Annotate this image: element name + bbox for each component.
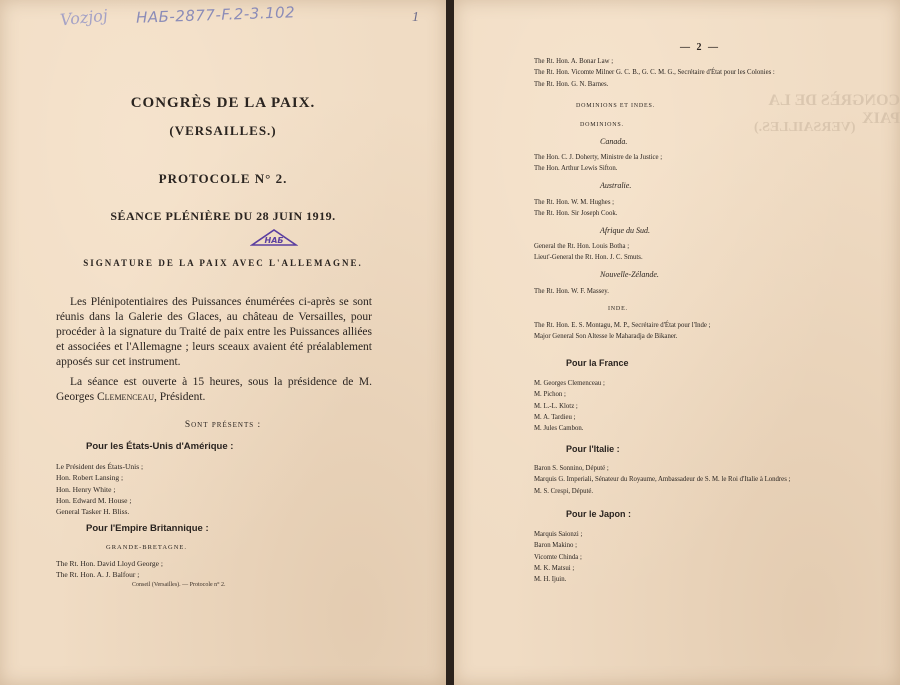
canada-members [534,152,662,175]
list-item: Hon. Edward M. House ; [56,495,132,505]
british-heading: Pour l'Empire Britannique : [86,523,209,534]
present-label: Sont présents : [184,420,262,430]
list-item: Marquis Saionzi ; [534,531,583,538]
list-item: The Rt. Hon. A. Bonar Law ; [534,58,614,65]
violet-stamp [250,229,298,247]
page-number: — 2 — [680,42,720,53]
archive-scribble: Vozjoj [59,5,109,30]
list-item: M. Jules Cambon. [534,425,584,433]
list-item: Major General Son Altesse le Maharadja de Bikaner. [534,333,678,341]
list-item: M. A. Tardieu ; [534,413,576,421]
gb-label: GRANDE-BRETAGNE. [106,544,188,551]
australia-heading: Australie. [600,181,632,190]
list-item: The Rt. Hon. Sir Joseph Cook. [534,210,618,218]
gb-members-continued [534,56,775,90]
usa-heading: Pour les États-Unis d'Amérique : [86,441,234,452]
south-africa-heading: Afrique du Sud. [600,226,650,235]
list-item: Le Président des États-Unis ; [56,462,144,471]
new-zealand-members [534,286,609,297]
left-page [0,0,446,685]
list-item: M. S. Crespi, Député. [534,487,594,495]
document-subtitle: (VERSAILLES.) [169,123,277,138]
document-title: CONGRÈS DE LA PAIX. [130,95,316,111]
list-item: Baron Makino ; [534,542,578,550]
france-members [534,378,605,434]
italy-members [534,463,790,497]
france-heading: Pour la France [566,358,629,368]
usa-members [56,461,143,517]
india-label: INDE. [608,306,628,312]
new-zealand-heading: Nouvelle-Zélande. [600,270,659,279]
list-item: General Tasker H. Bliss. [56,507,130,517]
japan-members [534,529,582,585]
list-item: M. Pichon ; [534,391,566,399]
canada-heading: Canada. [600,137,628,146]
bleed-through-title: CONGRÈS DE LA PAIX [769,92,900,127]
list-item: The Rt. Hon. Vicomte Milner G. C. B., G. C. M. G., Secrétaire d'État pour les Colonies : [534,69,775,77]
australia-members [534,197,617,220]
dominions-label: DOMINIONS ET INDES. [576,103,655,109]
list-item: Vicomte Chinda ; [534,553,582,561]
session-paragraph: La séance est ouverte à 15 heures, sous la présidence de M. Georges Clemenceau, Président. [56,376,372,403]
session-topic: SIGNATURE DE LA PAIX AVEC L'ALLEMAGNE. [83,258,363,268]
japan-heading: Pour le Japon : [566,509,632,519]
list-item: The Rt. Hon. G. N. Barnes. [534,80,609,88]
list-item: The Rt. Hon. David Lloyd George ; [56,559,163,568]
list-item: M. K. Matsui ; [534,564,575,572]
opening-paragraph: Les Plénipotentiaires des Puissances énumérées ci-après se sont réunis dans la Galerie des Glaces, au château de Versailles, pour procéder à la signature du Traité de paix entre les Puissances alliées et associées et l'Allemagne ; leurs sceaux avaient été préalablement apposés sur cet instrument. [56,296,372,368]
india-members [534,320,711,343]
list-item: The Rt. Hon. W. M. Hughes ; [534,199,615,206]
italy-heading: Pour l'Italie : [566,444,620,454]
book-gutter [446,0,454,685]
session-date: SÉANCE PLÉNIÈRE DU 28 JUIN 1919. [110,209,336,223]
gb-members [56,558,163,581]
list-item: Lieut'-General the Rt. Hon. J. C. Smuts. [534,254,643,262]
president-name: Clemenceau [97,391,154,403]
stamp-text: НАБ [264,236,284,245]
list-item: M. H. Ijuin. [534,576,567,584]
right-page [454,0,900,685]
list-item: The Rt. Hon. E. S. Montagu, M. P., Secrétaire d'État pour l'Inde ; [534,322,711,329]
list-item: M. Georges Clemenceau ; [534,380,605,387]
list-item: Hon. Robert Lansing ; [56,473,124,483]
dominions-sublabel: DOMINIONS. [580,122,624,128]
list-item: M. L.-L. Klotz ; [534,402,578,410]
south-africa-members [534,241,643,264]
list-item: General the Rt. Hon. Louis Botha ; [534,243,630,250]
list-item: Baron S. Sonnino, Député ; [534,465,609,472]
list-item: Marquis G. Imperiali, Sénateur du Royaume, Ambassadeur de S. M. le Roi d'Italie à Londres ; [534,476,791,484]
list-item: Hon. Henry White ; [56,484,116,494]
list-item: The Hon. C. J. Doherty, Ministre de la Justice ; [534,154,663,161]
list-item: The Rt. Hon. W. F. Massey. [534,288,609,295]
bleed-through-subtitle: (VERSAILLES.) [754,120,856,135]
list-item: The Hon. Arthur Lewis Sifton. [534,165,618,173]
folio-number: 1 [412,10,419,25]
archive-reference: НАБ-2877-F.2-3.102 [135,3,296,27]
list-item: The Rt. Hon. A. J. Balfour ; [56,570,140,580]
page-footer: Conseil (Versailles). — Protocole n° 2. [132,582,226,588]
protocol-number: PROTOCOLE N° 2. [158,171,288,186]
